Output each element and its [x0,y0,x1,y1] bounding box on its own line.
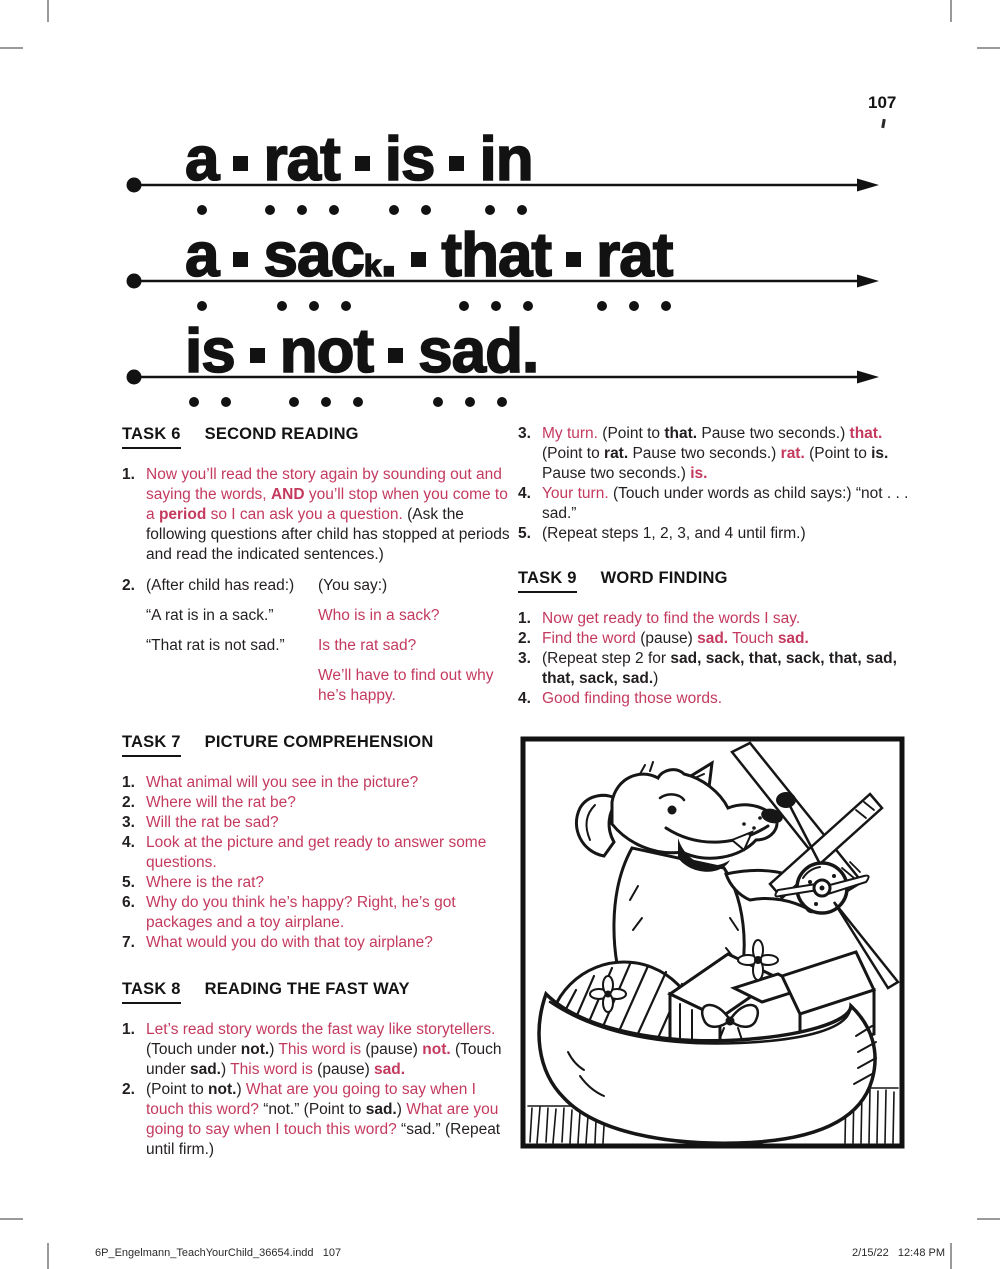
crop-mark-bottom-left-horizontal [0,1218,23,1220]
item-number: 4. [518,690,531,707]
qa-row [146,576,516,596]
story-text-block [125,112,895,412]
task-item [518,649,910,689]
story-word: rat [596,225,672,287]
word-separator-square-icon [566,252,581,267]
text-segment: (Repeat step 2 for [542,650,671,667]
item-text [542,689,910,709]
text-segment: My turn. [542,425,603,442]
text-segment: sad. [374,1061,406,1078]
item-number: 1. [122,466,135,483]
crop-mark-bottom-right-horizontal [977,1218,1000,1220]
item-text [146,1020,516,1080]
child-reads-cell: “A rat is in a sack.” [146,607,274,624]
crop-mark-top-left-horizontal [0,47,23,49]
text-segment: (Touch under [146,1041,502,1078]
text-segment: Pause two seconds.) [628,445,781,462]
sound-dots [189,397,231,407]
qa-row [146,666,516,706]
item-text [146,873,516,893]
task-item [122,773,516,793]
qa-row [146,606,516,626]
item-number: 1. [518,610,531,627]
text-segment: Why do you think he’s happy? Right, he’s got packages and a toy airplane. [146,894,456,931]
task6-title: SECOND READING [204,425,359,443]
text-segment: is. [871,445,889,462]
item-text [146,933,516,953]
crop-mark-bottom-right-vertical [950,1243,952,1269]
text-segment: Now you’ll read the story again by sounding out and saying the words, [146,466,502,503]
task-item [518,629,910,649]
text-segment: Good finding those words. [542,690,723,707]
item-number: 3. [122,814,135,831]
task8-heading [122,979,516,1004]
word-separator-square-icon [233,252,248,267]
text-segment: Look at the picture and get ready to answer some questions. [146,834,487,871]
item-number: 4. [122,834,135,851]
item-text [146,813,516,833]
task-item [518,484,910,524]
you-say-cell [318,576,516,596]
item-number: 7. [122,934,135,951]
text-segment: What animal will you see in the picture? [146,774,419,791]
text-segment: (Point to [146,1081,209,1098]
crop-mark-top-right-vertical [950,0,952,22]
airplane-wheel [776,792,796,808]
word-separator-square-icon [388,348,403,363]
sound-dots [433,397,507,407]
item-text [542,649,910,689]
text-segment: not. [240,1041,270,1058]
item-text [542,424,910,484]
left-column [122,424,516,1160]
text-segment: What are you going to say when I touch this word? [146,1081,476,1118]
you-say-cell [318,636,516,656]
text-segment: Where will the rat be? [146,794,296,811]
text-segment: not. [422,1041,451,1058]
story-word: rat [263,129,339,191]
text-segment: sad. [189,1061,221,1078]
text-segment: (You say:) [318,577,388,594]
text-segment: sad, sack, that, sack, that, sad, that, sack, sad. [542,650,897,687]
text-segment: Now get ready to find the words I say. [542,610,801,627]
task7-items [122,773,516,953]
task6-items [122,465,516,706]
crop-mark-bottom-left-vertical [47,1243,49,1269]
task8-title: READING THE FAST WAY [204,980,410,998]
text-segment: AND [270,486,305,503]
item-text [146,576,516,706]
item-text [146,465,516,565]
text-segment: so I can ask you a question. [206,506,408,523]
word-separator-square-icon [355,156,370,171]
story-word: that [441,225,551,287]
item-text [146,1080,516,1160]
text-segment: rat. [780,445,805,462]
text-segment: Where is the rat? [146,874,265,891]
text-segment: This word is [230,1061,318,1078]
page-number: 107 [868,93,897,112]
rat-eye [668,806,677,815]
text-segment: (pause) [640,630,698,647]
text-segment: Will the rat be sad? [146,814,279,831]
story-words [185,125,533,194]
task-item [518,524,910,544]
text-segment: ) [220,1061,231,1078]
crop-mark-top-right-horizontal [977,47,1000,49]
task8-label: TASK 8 [122,979,181,1004]
story-line [125,208,895,304]
text-segment: (pause) [365,1041,423,1058]
text-segment: (Ask the following questions after child has stopped at periods and read the indicated sentences.) [146,506,510,563]
text-segment: that. [849,425,883,442]
qa-row [146,636,516,656]
task-item [122,813,516,833]
text-segment: “not.” (Point to [263,1101,366,1118]
word-separator-square-icon [449,156,464,171]
text-segment: Touch [728,630,778,647]
text-segment: Is the rat sad? [318,637,417,654]
small-silent-letter: k [363,248,381,283]
child-reads-cell [146,666,318,706]
text-segment: sad. [777,630,809,647]
word-separator-square-icon [250,348,265,363]
task-item [122,833,516,873]
item-number: 2. [122,1081,135,1098]
story-line [125,112,895,208]
text-segment: (Touch under [146,1041,241,1058]
task9-label: TASK 9 [518,568,577,593]
story-words [185,221,673,297]
task-item [122,873,516,893]
task-item [122,465,516,565]
text-segment: We’ll have to find out why he’s happy. [318,667,494,704]
story-word: in [479,129,532,191]
word-suffix: . [380,221,397,290]
task8-items [122,1020,516,1160]
item-number: 5. [122,874,135,891]
task-item [518,609,910,629]
text-segment: ) [653,670,659,687]
item-text [146,893,516,933]
task7-heading [122,732,516,757]
text-segment: you’ll stop when you come to a [146,486,508,523]
text-segment: Your turn. [542,485,613,502]
you-say-cell [318,606,516,626]
item-text [542,484,910,524]
text-segment: What would you do with that toy airplane? [146,934,433,951]
task7-label: TASK 7 [122,732,181,757]
text-segment: Who is in a sack? [318,607,440,624]
item-number: 2. [122,577,135,594]
task6-label: TASK 6 [122,424,181,449]
text-segment: ) [269,1041,279,1058]
item-text [146,793,516,813]
item-number: 6. [122,894,135,911]
text-segment: (Repeat steps 1, 2, 3, and 4 until firm.) [542,525,806,542]
footer-file-name: 6P_Engelmann_TeachYourChild_36654.indd 107 [95,1247,342,1259]
item-text [146,833,516,873]
task9-heading [518,568,910,593]
text-segment: ) [396,1101,407,1118]
item-number: 3. [518,650,531,667]
item-text [542,629,910,649]
text-segment: “sad.” (Repeat until firm.) [146,1121,501,1158]
text-segment: (Touch under words as child says:) “not . . . sad.” [542,485,909,522]
text-segment: rat. [604,445,629,462]
crop-mark-top-left-vertical [47,0,49,22]
task-item [122,1020,516,1080]
text-segment: Find the word [542,630,641,647]
task9-title: WORD FINDING [600,569,728,587]
text-segment: (Point to [804,445,872,462]
word-separator-square-icon [233,156,248,171]
child-reads-cell: “That rat is not sad.” [146,637,285,654]
item-number: 3. [518,425,531,442]
item-text [542,609,910,629]
text-segment: not. [208,1081,237,1098]
task-item [122,893,516,933]
story-word: a [185,129,218,191]
item-number: 5. [518,525,531,542]
text-segment: is. [690,465,708,482]
task-item [122,933,516,953]
child-reads-cell: (After child has read:) [146,577,295,594]
task7-title: PICTURE COMPREHENSION [204,733,434,751]
item-text [146,773,516,793]
item-number: 1. [122,1021,135,1038]
story-word: sad [418,321,522,383]
you-say-cell [318,666,516,706]
word-suffix: . [521,317,539,386]
task8-continued-items [518,424,910,544]
text-segment: (Point to [602,425,665,442]
text-segment: This word is [278,1041,366,1058]
item-text [542,524,910,544]
task-item [122,1080,516,1160]
text-segment: ) [236,1081,246,1098]
text-segment: Pause two seconds.) [542,465,691,482]
right-column [518,424,910,709]
text-segment: sad. [697,630,729,647]
story-word: not [280,321,373,383]
text-segment: (Point to [542,445,605,462]
story-word: sac [263,225,363,287]
word-separator-square-icon [411,252,426,267]
item-number: 2. [122,794,135,811]
task9-items [518,609,910,709]
rat-illustration [520,736,905,1149]
story-line [125,304,895,400]
task-item [518,689,910,709]
text-segment: period [158,506,207,523]
text-segment: Let’s read story words the fast way like storytellers. [146,1021,496,1038]
story-word: is [385,129,435,191]
text-segment: (pause) [317,1061,375,1078]
text-segment: that. [664,425,698,442]
item-number: 2. [518,630,531,647]
task-item [122,576,516,706]
item-number: 4. [518,485,531,502]
text-segment: Pause two seconds.) [697,425,850,442]
item-number: 1. [122,774,135,791]
story-word: a [185,225,218,287]
task6-heading [122,424,516,449]
footer-timestamp: 2/15/22 12:48 PM [852,1247,945,1259]
text-segment: sad. [365,1101,397,1118]
task-item [122,793,516,813]
story-words [185,317,539,386]
story-word: is [185,321,235,383]
task-item [518,424,910,484]
text-segment: What are you going to say when I touch this word? [146,1101,499,1138]
sound-dots [289,397,363,407]
